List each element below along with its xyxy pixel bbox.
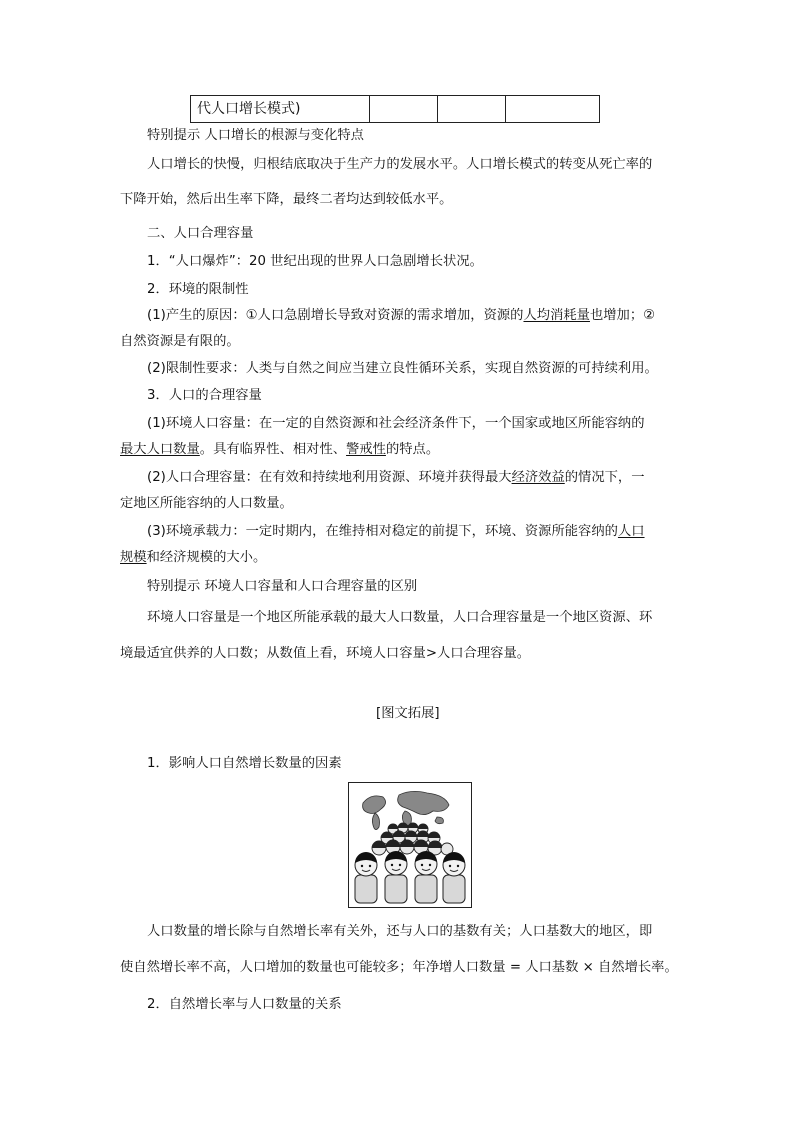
population-crowd-illustration	[348, 782, 472, 908]
expand-title: [图文拓展]	[376, 706, 440, 721]
paragraph-4: (2)限制性要求：人类与自然之间应当建立良性循环关系，实现自然资源的可持续利用。	[147, 361, 658, 376]
paragraph-1: 1．“人口爆炸”：20 世纪出现的世界人口急剧增长状况。	[147, 254, 483, 269]
paragraph-6: (1)环境人口容量：在一定的自然资源和社会经济条件下，一个国家或地区所能容纳的	[147, 416, 645, 431]
section-title: 二、人口合理容量	[147, 226, 254, 241]
tip2-heading: 特别提示 环境人口容量和人口合理容量的区别	[147, 579, 418, 594]
tip1-line-1: 人口增长的快慢，归根结底取决于生产力的发展水平。人口增长模式的转变从死亡率的	[147, 157, 653, 172]
tip1-line-2: 下降开始，然后出生率下降，最终二者均达到较低水平。	[120, 192, 453, 207]
crowd-icon	[349, 783, 471, 907]
paragraph-8: (3)环境承载力：一定时期内，在维持相对稳定的前提下，环境、资源所能容纳的人口	[147, 524, 645, 539]
table-cell	[505, 96, 599, 122]
underlined-term: 规模	[120, 550, 147, 565]
table-cell-label: 代人口增长模式)	[197, 101, 301, 117]
tip2-line-1: 环境人口容量是一个地区所能承载的最大人口数量，人口合理容量是一个地区资源、环	[147, 610, 653, 625]
expand-desc-line-2: 使自然增长率不高，人口增加的数量也可能较多；年净增人口数量 = 人口基数 × 自然增长率。	[120, 960, 678, 975]
underlined-term: 最大人口数量	[120, 442, 200, 457]
expand-item-1: 1．影响人口自然增长数量的因素	[147, 756, 342, 771]
table-cell	[437, 96, 505, 122]
underlined-term: 警戒性	[346, 442, 386, 457]
paragraph-8-cont: 规模和经济规模的大小。	[120, 550, 267, 565]
paragraph-7-cont: 定地区所能容纳的人口数量。	[120, 496, 293, 511]
paragraph-6-cont: 最大人口数量。具有临界性、相对性、警戒性的特点。	[120, 442, 440, 457]
paragraph-7: (2)人口合理容量：在有效和持续地利用资源、环境并获得最大经济效益的情况下，一	[147, 470, 645, 485]
paragraph-2: 2．环境的限制性	[147, 282, 249, 297]
underlined-term: 人均消耗量	[523, 308, 590, 323]
underlined-term: 经济效益	[511, 470, 565, 485]
expand-desc-line-1: 人口数量的增长除与自然增长率有关外，还与人口的基数有关；人口基数大的地区，即	[147, 924, 653, 939]
underlined-term: 人口	[617, 524, 645, 539]
table-fragment	[190, 95, 600, 123]
paragraph-5: 3．人口的合理容量	[147, 388, 262, 403]
table-cell	[369, 96, 437, 122]
paragraph-3: (1)产生的原因：①人口急剧增长导致对资源的需求增加，资源的人均消耗量也增加；②	[147, 308, 656, 323]
expand-item-2: 2．自然增长率与人口数量的关系	[147, 997, 342, 1012]
paragraph-3-cont: 自然资源是有限的。	[120, 334, 240, 349]
tip1-heading: 特别提示 人口增长的根源与变化特点	[147, 128, 364, 143]
tip2-line-2: 境最适宜供养的人口数；从数值上看，环境人口容量>人口合理容量。	[120, 646, 531, 661]
